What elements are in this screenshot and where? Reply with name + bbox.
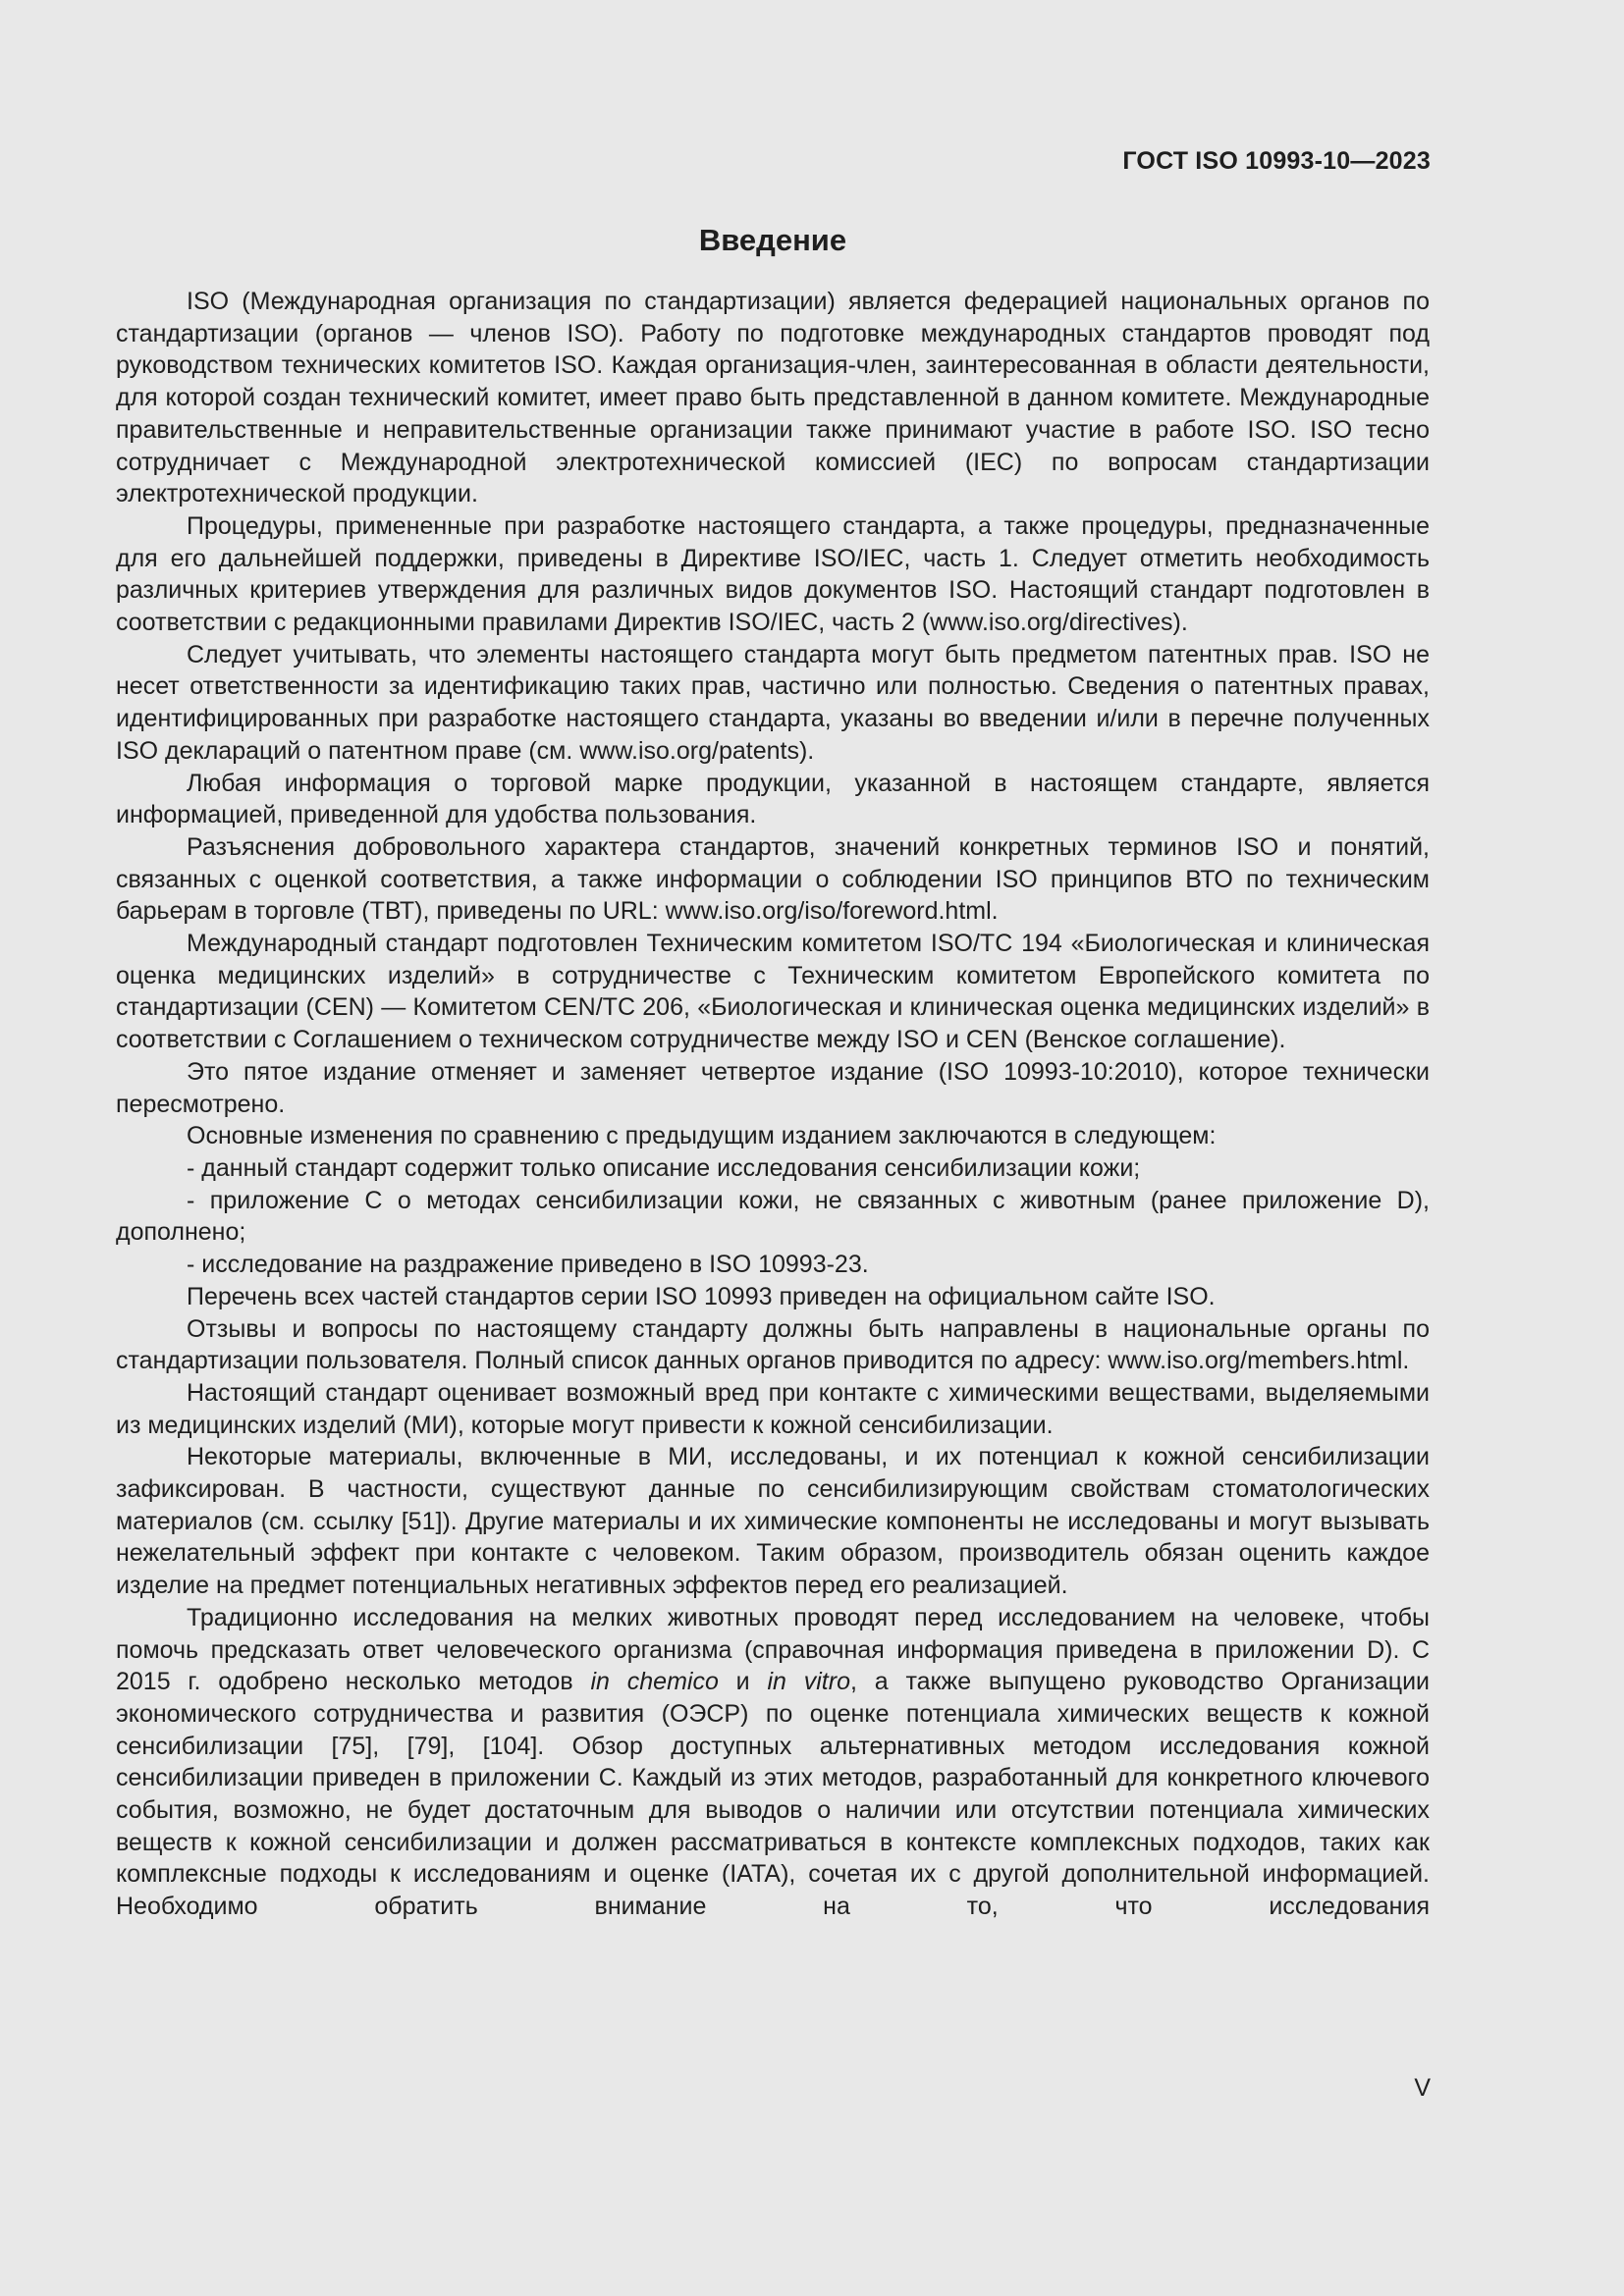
paragraph: Перечень всех частей стандартов серии ISO 10993 приведен на официальном сайте ISO.: [187, 1282, 1216, 1310]
paragraph: Отзывы и вопросы по настоящему стандарту должны быть направлены в национальные органы по стандартизации пользователя. Полный список данных органов приводится по адресу: www.iso.org/members.html.: [116, 1314, 1430, 1375]
paragraph-continued: [116, 1602, 1430, 1923]
paragraph: Следует учитывать, что элементы настоящего стандарта могут быть предметом патентных прав. ISO не несет ответственности за идентификацию таких прав, частично или полностью. Сведения о патентных правах, идентифицированных при разработке настоящего стандарта, указаны во введении и/или в перечне полученных ISO деклараций о патентном праве (см. www.iso.org/patents).: [116, 640, 1430, 765]
paragraph: Разъяснения добровольного характера стандартов, значений конкретных терминов ISO и понятий, связанных с оценкой соответствия, а также информации о соблюдении ISO принципов ВТО по техническим барьерам в торговле (ТВТ), приведены по URL: www.iso.org/iso/foreword.html.: [116, 832, 1430, 926]
paragraph: Это пятое издание отменяет и заменяет четвертое издание (ISO 10993-10:2010), которое технически пересмотрено.: [116, 1057, 1430, 1118]
paragraph: Любая информация о торговой марке продукции, указанной в настоящем стандарте, является информацией, приведенной для удобства пользования.: [116, 769, 1430, 829]
paragraph: Настоящий стандарт оценивает возможный вред при контакте с химическими веществами, выделяемыми из медицинских изделий (МИ), которые могут привести к кожной сенсибилизации.: [116, 1378, 1430, 1439]
paragraph: Некоторые материалы, включенные в МИ, исследованы, и их потенциал к кожной сенсибилизации зафиксирован. В частности, существуют данные по сенсибилизирующим свойствам стоматологических материалов (см. ссылку [51]). Другие материалы и их химические компоненты не исследованы и могут вызывать нежелательный эффект при контакте с человеком. Таким образом, производитель обязан оценить каждое изделие на предмет потенциальных негативных эффектов перед его реализацией.: [116, 1443, 1430, 1600]
document-code: ГОСТ ISO 10993-10—2023: [1122, 147, 1431, 175]
list-item: - исследование на раздражение приведено в ISO 10993-23.: [187, 1251, 869, 1279]
paragraph: Процедуры, примененные при разработке настоящего стандарта, а также процедуры, предназначенные для его дальнейшей поддержки, приведены в Директиве ISO/IEC, часть 1. Следует отметить необходимость различных критериев утверждения для различных видов документов ISO. Настоящий стандарт подготовлен в соответствии с редакционными правилами Директив ISO/IEC, часть 2 (www.iso.org/directives).: [116, 511, 1430, 637]
list-item: - данный стандарт содержит только описание исследования сенсибилизации кожи;: [187, 1153, 1141, 1182]
paragraph-text: , а также выпущено руководство Организации экономического сотрудничества и развития (ОЭСР) по оценке потенциала химических веществ к кожной сенсибилизации [75], [79], [104]. Обзор доступных альтернативных методом исследования кожной сенсибилизации приведен в приложении С. Каждый из этих методов, разработанный для конкретного ключевого события, возможно, не будет достаточным для выводов о наличии или отсутствии потенциала химических веществ к кожной сенсибилизации и должен рассматриваться в контексте комплексных подходов, таких как комплексные подходы к исследованиям и оценке (IATA), сочетая их с другой дополнительной информацией. Необходимо обратить внимание на то, что исследования: [116, 1668, 1430, 1921]
page-number: V: [1414, 2074, 1431, 2102]
italic-term: in vitro: [767, 1668, 850, 1696]
paragraph-text: и: [718, 1668, 768, 1696]
section-title: Введение: [698, 223, 847, 257]
list-item: - приложение С о методах сенсибилизации кожи, не связанных с животным (ранее приложение D), дополнено;: [116, 1186, 1430, 1247]
paragraph-text: Традиционно исследования на мелких животных проводят перед исследованием на человеке, чтобы помочь предсказать ответ человеческого организма (справочная информация приведена в приложении D). С 2015 г. одобрено несколько методов: [116, 1603, 1430, 1696]
paragraph: Международный стандарт подготовлен Техническим комитетом ISO/TC 194 «Биологическая и клиническая оценка медицинских изделий» в сотрудничестве с Техническим комитетом Европейского комитета по стандартизации (CEN) — Комитетом CEN/TC 206, «Биологическая и клиническая оценка медицинских изделий» в соответствии с Соглашением о техническом сотрудничестве между ISO и CEN (Венское соглашение).: [116, 930, 1430, 1054]
body-text: [116, 286, 1430, 1923]
italic-term: in chemico: [590, 1668, 719, 1696]
paragraph: Основные изменения по сравнению с предыдущим изданием заключаются в следующем:: [187, 1122, 1217, 1150]
paragraph: ISO (Международная организация по стандартизации) является федерацией национальных органов по стандартизации (органов — членов ISO). Работу по подготовке международных стандартов проводят под руководством технических комитетов ISO. Каждая организация-член, заинтересованная в области деятельности, для которой создан технический комитет, имеет право быть представленной в данном комитете. Международные правительственные и неправительственные организации также принимают участие в работе ISO. ISO тесно сотрудничает с Международной электротехнической комиссией (IEC) по вопросам стандартизации электротехнической продукции.: [116, 288, 1430, 508]
